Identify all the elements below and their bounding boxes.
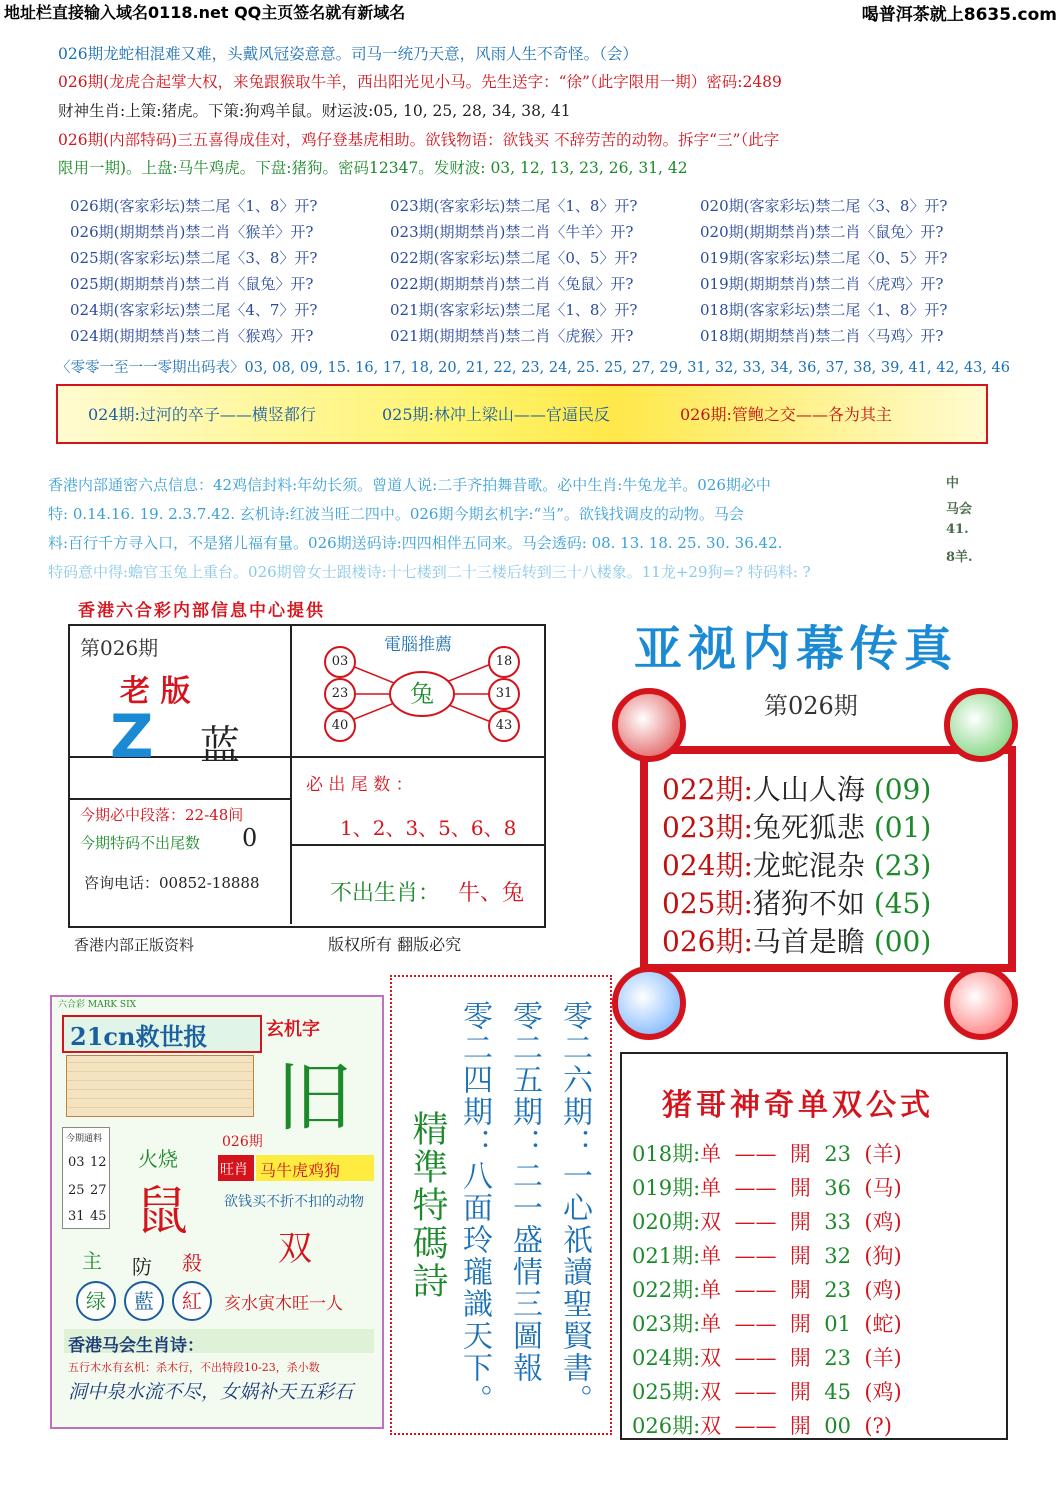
cn21-hai-line: 亥水寅木旺一人 — [224, 1294, 343, 1314]
yashi-row-period: 023期: — [662, 811, 753, 844]
cn21-sha: 殺 — [182, 1251, 202, 1275]
pig-kai: 開 — [789, 1176, 811, 1200]
side-note: 中 — [946, 476, 960, 491]
pig-dash: —— — [734, 1244, 777, 1268]
forbid-cell: 024期(客家彩坛)禁二尾〈4、7〉开? — [70, 300, 318, 319]
pig-title: 猪哥神奇单双公式 — [662, 1088, 934, 1123]
yashi-period: 第026期 — [764, 692, 858, 720]
forbid-cell: 023期(期期禁肖)禁二肖〈牛羊〉开? — [390, 222, 634, 241]
cn21-huoshao: 火烧 — [138, 1147, 178, 1171]
cn21-side-num: 25 — [68, 1183, 85, 1198]
no-zodiac-label: 不出生肖： — [330, 881, 441, 906]
secret-line: 特码意中得:蟾官玉兔上重台。026期曾女士跟楼诗:十七楼到二十三楼后转到三十八楼象。11龙+29狗=? 特码料: ? — [48, 563, 811, 581]
yashi-row-period: 022期: — [662, 773, 753, 806]
poem-024: 零二四期：八面玲瓏識天下。 — [457, 1000, 492, 1416]
no-zodiac-value: 牛、兔 — [458, 881, 525, 906]
banner-item: 026期:管鲍之交——各为其主 — [680, 405, 892, 424]
pig-row — [632, 1138, 902, 1168]
pig-kai: 開 — [789, 1346, 811, 1370]
yashi-row — [662, 806, 931, 846]
yashi-row-phrase: 猪狗不如 — [752, 887, 865, 920]
yashi-row-period: 025期: — [662, 887, 753, 920]
pig-period: 022期: — [632, 1278, 701, 1302]
side-note: 41. — [946, 522, 969, 537]
cn21-period: 026期 — [222, 1134, 263, 1150]
cn21-poem-title: 香港马会生肖诗： — [68, 1336, 204, 1356]
yashi-row-phrase: 人山人海 — [752, 773, 865, 806]
side-note: 8羊. — [946, 550, 973, 565]
forbid-cell: 024期(期期禁肖)禁二肖〈猴鸡〉开? — [70, 326, 314, 345]
poem-025: 零二五期：二一盛情三圖報 — [507, 1000, 542, 1384]
pig-dash: —— — [734, 1142, 777, 1166]
forbid-row — [70, 296, 1000, 322]
pig-row — [632, 1274, 902, 1304]
pig-num: 36 — [824, 1176, 851, 1200]
pig-zodiac: (鸡) — [864, 1380, 902, 1404]
forbid-cell: 026期(客家彩坛)禁二尾〈1、8〉开? — [70, 196, 318, 215]
box1-no-tail-value: 0 — [242, 824, 258, 852]
forbid-row — [70, 322, 1000, 348]
forbid-row — [70, 270, 1000, 296]
cn21-riddle: 欲钱买不折不扣的动物 — [224, 1194, 364, 1210]
cn21-xuanji-label: 玄机字 — [266, 1019, 320, 1040]
pig-kai: 開 — [789, 1142, 811, 1166]
header-right-text: 喝普洱茶就上8635.com — [861, 5, 1057, 25]
must-tail-label: 必 出 尾 数 ： — [306, 775, 413, 795]
pig-num: 32 — [824, 1244, 851, 1268]
cn21-title: 21cn救世报 — [70, 1022, 208, 1051]
decor-ball-red — [612, 688, 686, 762]
forbid-cell: 021期(期期禁肖)禁二肖〈虎猴〉开? — [390, 326, 634, 345]
pig-type: 单 — [700, 1244, 722, 1268]
box1-phone: 咨询电话：00852-18888 — [84, 874, 260, 892]
pig-period: 018期: — [632, 1142, 701, 1166]
pig-row — [632, 1342, 902, 1372]
forbid-grid — [70, 192, 1000, 348]
box1-segment: 今期必中段落：22-48间 — [80, 806, 244, 824]
recommend-num: 43 — [488, 710, 520, 742]
pig-dash: —— — [734, 1278, 777, 1302]
side-note: 马会 — [946, 502, 973, 517]
recommend-num: 18 — [488, 646, 520, 678]
box1-lan: 蓝 — [200, 723, 240, 769]
pig-zodiac: (鸡) — [864, 1210, 902, 1234]
cn21-shuang: 双 — [278, 1229, 312, 1269]
pig-period: 024期: — [632, 1346, 701, 1370]
recommend-title: 電腦推薦 — [384, 635, 452, 655]
secret-line: 料:百行千方寻入口，不是猪儿福有量。026期送码诗:四四相伴五同来。马会透码: 08. 13. 18. 25. 30. 36.42. — [48, 534, 783, 552]
recommend-num: 03 — [324, 646, 356, 678]
yashi-row-period: 024期: — [662, 849, 753, 882]
yashi-row — [662, 768, 931, 808]
cn21-side-num: 45 — [90, 1209, 107, 1224]
intro-line: 026期(内部特码)三五喜得成佳对，鸡仔登基虎相助。欲钱物语：欲钱买 不辞劳苦的动物。拆字“三”（此字 — [58, 131, 780, 149]
pig-box — [620, 1052, 1008, 1440]
recommend-num: 40 — [324, 710, 356, 742]
banner-item: 025期:林冲上梁山——官逼民反 — [382, 405, 610, 424]
pig-zodiac: (鸡) — [864, 1278, 902, 1302]
pig-kai: 開 — [789, 1210, 811, 1234]
cn21-side-num: 12 — [90, 1155, 107, 1170]
cn21-wuxing: 五行木水有玄机：杀木行，不出特段10-23，杀小数 — [68, 1361, 320, 1374]
pig-type: 单 — [700, 1312, 722, 1336]
intro-line: 财神生肖:上策:猪虎。下策:狗鸡羊鼠。财运波:05, 10, 25, 28, 34, 38, 41 — [58, 102, 571, 120]
pig-type: 双 — [700, 1210, 722, 1234]
pig-dash: —— — [734, 1176, 777, 1200]
header-left-text: 地址栏直接输入域名0118.net QQ主页签名就有新域名 — [4, 3, 406, 22]
pig-num: 00 — [824, 1414, 851, 1438]
box1-title: 香港六合彩内部信息中心提供 — [78, 601, 325, 621]
pig-row — [632, 1308, 902, 1338]
yashi-row-num: (09) — [873, 773, 932, 806]
pig-period: 026期: — [632, 1414, 701, 1438]
cn21-side-num: 03 — [68, 1155, 85, 1170]
pig-type: 双 — [700, 1380, 722, 1404]
recommend-zodiac: 兔 — [410, 680, 434, 708]
pig-kai: 開 — [789, 1312, 811, 1336]
forbid-cell: 019期(期期禁肖)禁二肖〈虎鸡〉开? — [700, 274, 944, 293]
pig-type: 双 — [700, 1346, 722, 1370]
pig-kai: 開 — [789, 1380, 811, 1404]
pig-row — [632, 1172, 902, 1202]
banner — [56, 384, 988, 444]
box1-no-tail-label: 今期特码不出尾数 — [80, 834, 201, 852]
pig-zodiac: (羊) — [864, 1142, 902, 1166]
pig-dash: —— — [734, 1346, 777, 1370]
forbid-cell: 020期(客家彩坛)禁二尾〈3、8〉开? — [700, 196, 948, 215]
yashi-row-num: (01) — [873, 811, 932, 844]
decor-ball-blue — [612, 966, 686, 1040]
poem-title: 精準特碼詩 — [407, 1110, 448, 1300]
yashi-row-phrase: 龙蛇混杂 — [752, 849, 865, 882]
pig-period: 020期: — [632, 1210, 701, 1234]
pig-zodiac: (羊) — [864, 1346, 902, 1370]
box1-period: 第026期 — [80, 636, 159, 660]
pig-type: 单 — [700, 1278, 722, 1302]
banner-item: 024期:过河的卒子——横竖都行 — [88, 405, 316, 424]
pig-type: 单 — [700, 1142, 722, 1166]
pig-dash: —— — [734, 1312, 777, 1336]
forbid-cell: 025期(期期禁肖)禁二肖〈鼠兔〉开? — [70, 274, 314, 293]
box1-edition: 老 版 — [120, 674, 191, 709]
decor-ball-pink — [944, 966, 1018, 1040]
forbid-row — [70, 218, 1000, 244]
forbid-cell: 018期(期期禁肖)禁二肖〈马鸡〉开? — [700, 326, 944, 345]
cn21-fang: 防 — [132, 1255, 152, 1279]
cn21-wang-xiao: 马牛虎鸡狗 — [260, 1161, 341, 1180]
pig-zodiac: (?) — [864, 1414, 892, 1438]
yashi-row-phrase: 兔死狐悲 — [752, 811, 865, 844]
forbid-cell: 020期(期期禁肖)禁二肖〈鼠兔〉开? — [700, 222, 944, 241]
forbid-cell: 025期(客家彩坛)禁二尾〈3、8〉开? — [70, 248, 318, 267]
pig-zodiac: (狗) — [864, 1244, 902, 1268]
yashi-frame — [640, 746, 1016, 972]
yashi-row-period: 026期: — [662, 925, 753, 958]
pig-num: 01 — [824, 1312, 851, 1336]
cn21-shu: 鼠 — [136, 1182, 189, 1242]
forbid-row — [70, 192, 1000, 218]
pig-type: 双 — [700, 1414, 722, 1438]
pig-dash: —— — [734, 1414, 777, 1438]
cn21-color-blue: 藍 — [124, 1281, 164, 1321]
decor-ball-green — [944, 688, 1018, 762]
cn21-side-label: 今期通料 — [66, 1134, 103, 1144]
cn21-box — [50, 995, 384, 1429]
poem-026: 零二六期：一心祇讀聖賢書。 — [557, 1000, 592, 1416]
yashi-row-num: (45) — [873, 887, 932, 920]
cn21-mini-table — [66, 1055, 254, 1117]
box1-footer-left: 香港内部正版资料 — [74, 936, 195, 954]
forbid-cell: 021期(客家彩坛)禁二尾〈1、8〉开? — [390, 300, 638, 319]
pig-kai: 開 — [789, 1414, 811, 1438]
pig-num: 33 — [824, 1210, 851, 1234]
cn21-side-num: 27 — [90, 1183, 107, 1198]
pig-period: 025期: — [632, 1380, 701, 1404]
cn21-border-text: 六合彩 MARK SIX — [58, 1000, 137, 1010]
pig-kai: 開 — [789, 1278, 811, 1302]
pig-row — [632, 1410, 892, 1440]
pig-zodiac: (马) — [864, 1176, 902, 1200]
pig-row — [632, 1240, 902, 1270]
cn21-poem-line: 洞中泉水流不尽，女娲补天五彩石 — [68, 1381, 354, 1403]
pig-num: 23 — [824, 1142, 851, 1166]
cn21-side-num: 31 — [68, 1209, 85, 1224]
pig-zodiac: (蛇) — [864, 1312, 902, 1336]
pig-num: 45 — [824, 1380, 851, 1404]
pig-type: 单 — [700, 1176, 722, 1200]
recommend-num: 23 — [324, 678, 356, 710]
forbid-cell: 023期(客家彩坛)禁二尾〈1、8〉开? — [390, 196, 638, 215]
pig-dash: —— — [734, 1380, 777, 1404]
cn21-color-green: 绿 — [76, 1281, 116, 1321]
cn21-xuanji-char: 旧 — [276, 1053, 352, 1142]
intro-line: 026期龙蛇相混难又难，头戴风冠姿意意。司马一统乃天意，风雨人生不奇怪。（会） — [58, 45, 638, 63]
pig-period: 019期: — [632, 1176, 701, 1200]
secret-line: 香港内部通密六点信息：42鸡信封料:年幼长须。曾道人说:二手齐拍舞昔歌。必中生肖:牛兔龙羊。026期必中 — [48, 476, 771, 494]
intro-line: 限用一期)。上盘:马牛鸡虎。下盘:猪狗。密码12347。发财波: 03, 12, 13, 23, 26, 31, 42 — [58, 159, 688, 177]
cn21-wang-label: 旺肖 — [220, 1162, 248, 1178]
pig-num: 23 — [824, 1346, 851, 1370]
forbid-cell: 022期(期期禁肖)禁二肖〈兔鼠〉开? — [390, 274, 634, 293]
codes-line: 〈零零一至一一零期出码表〉03, 08, 09, 15. 16, 17, 18, 20, 21, 22, 23, 24, 25. 25, 27, 29, 31, 32, 33, 34, 36, 37, 38, 39, 41, 42, 43, 46 — [56, 360, 1011, 376]
yashi-row-num: (23) — [873, 849, 932, 882]
box1-big-z: Z — [110, 702, 154, 772]
yashi-row — [662, 920, 931, 960]
forbid-cell: 019期(客家彩坛)禁二尾〈0、5〉开? — [700, 248, 948, 267]
secret-line: 特: 0.14.16. 19. 2.3.7.42. 玄机诗:红波当旺二四中。026期今期玄机字:“当”。欲钱找调皮的动物。马会 — [48, 505, 744, 523]
must-tail-values: 1、2、3、5、6、8 — [340, 816, 517, 840]
pig-period: 021期: — [632, 1244, 701, 1268]
intro-line: 026期(龙虎合起掌大权，来兔跟猴取牛羊，西出阳光见小马。先生送字：“徐”（此字限用一期）密码:2489 — [58, 73, 782, 91]
yashi-row — [662, 882, 931, 922]
pig-row — [632, 1376, 902, 1406]
cn21-zhu: 主 — [82, 1249, 102, 1273]
forbid-cell: 018期(客家彩坛)禁二尾〈1、8〉开? — [700, 300, 948, 319]
pig-dash: —— — [734, 1210, 777, 1234]
box1-footer-right: 版权所有 翻版必究 — [328, 935, 462, 954]
yashi-title: 亚视内幕传真 — [634, 621, 959, 677]
pig-kai: 開 — [789, 1244, 811, 1268]
forbid-row — [70, 244, 1000, 270]
yashi-row — [662, 844, 931, 884]
pig-num: 23 — [824, 1278, 851, 1302]
recommend-num: 31 — [488, 678, 520, 710]
forbid-cell: 026期(期期禁肖)禁二肖〈猴羊〉开? — [70, 222, 314, 241]
pig-period: 023期: — [632, 1312, 701, 1336]
yashi-row-num: (00) — [873, 925, 932, 958]
forbid-cell: 022期(客家彩坛)禁二尾〈0、5〉开? — [390, 248, 638, 267]
box1 — [68, 624, 546, 928]
pig-row — [632, 1206, 902, 1236]
yashi-row-phrase: 马首是瞻 — [752, 925, 865, 958]
cn21-color-red: 紅 — [172, 1281, 212, 1321]
